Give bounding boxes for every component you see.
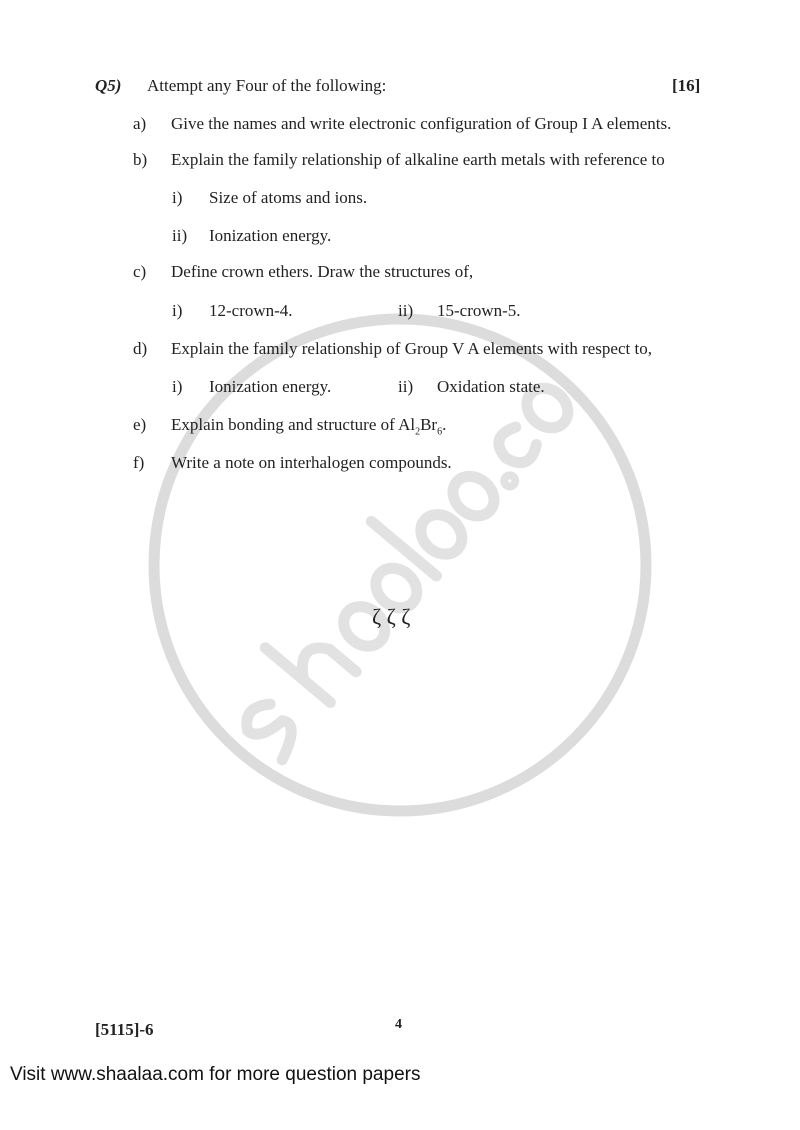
subitem-text: Ionization energy. [209,377,332,396]
item-text: Define crown ethers. Draw the structures of, [171,262,474,281]
question-number: Q5) [95,76,122,95]
promo-banner[interactable]: Visit www.shaalaa.com for more question papers [10,1064,421,1085]
question-marks: [16] [672,76,701,95]
item-label: b) [133,150,148,169]
subitem-label: i) [172,377,183,396]
end-mark: ζ ζ ζ [372,604,411,629]
item-label: d) [133,339,148,358]
item-text: Explain bonding and structure of $Al_2Br_6$. [171,415,447,438]
subitem-label: i) [172,301,183,320]
item-label: c) [133,262,147,281]
item-text: Give the names and write electronic configuration of Group I A elements. [171,114,672,133]
item-text: Explain the family relationship of Group V A elements with respect to, [171,339,652,358]
paper-code: [5115]-6 [95,1020,154,1039]
item-label: f) [133,453,145,472]
item-text: Explain the family relationship of alkaline earth metals with reference to [171,150,665,169]
page-number: 4 [395,1017,402,1032]
subitem-text: 12-crown-4. [209,301,293,320]
item-label: a) [133,114,147,133]
question-instruction: Attempt any Four of the following: [147,76,387,95]
subitem-text: Ionization energy. [209,226,332,245]
item-text: Write a note on interhalogen compounds. [171,453,452,472]
subitem-text: Oxidation state. [437,377,545,396]
subitem-text: Size of atoms and ions. [209,188,368,207]
subitem-text: 15-crown-5. [437,301,521,320]
item-label: e) [133,415,147,434]
subitem-label: i) [172,188,183,207]
subitem-label: ii) [172,226,188,245]
subitem-label: ii) [398,301,414,320]
subitem-label: ii) [398,377,414,396]
